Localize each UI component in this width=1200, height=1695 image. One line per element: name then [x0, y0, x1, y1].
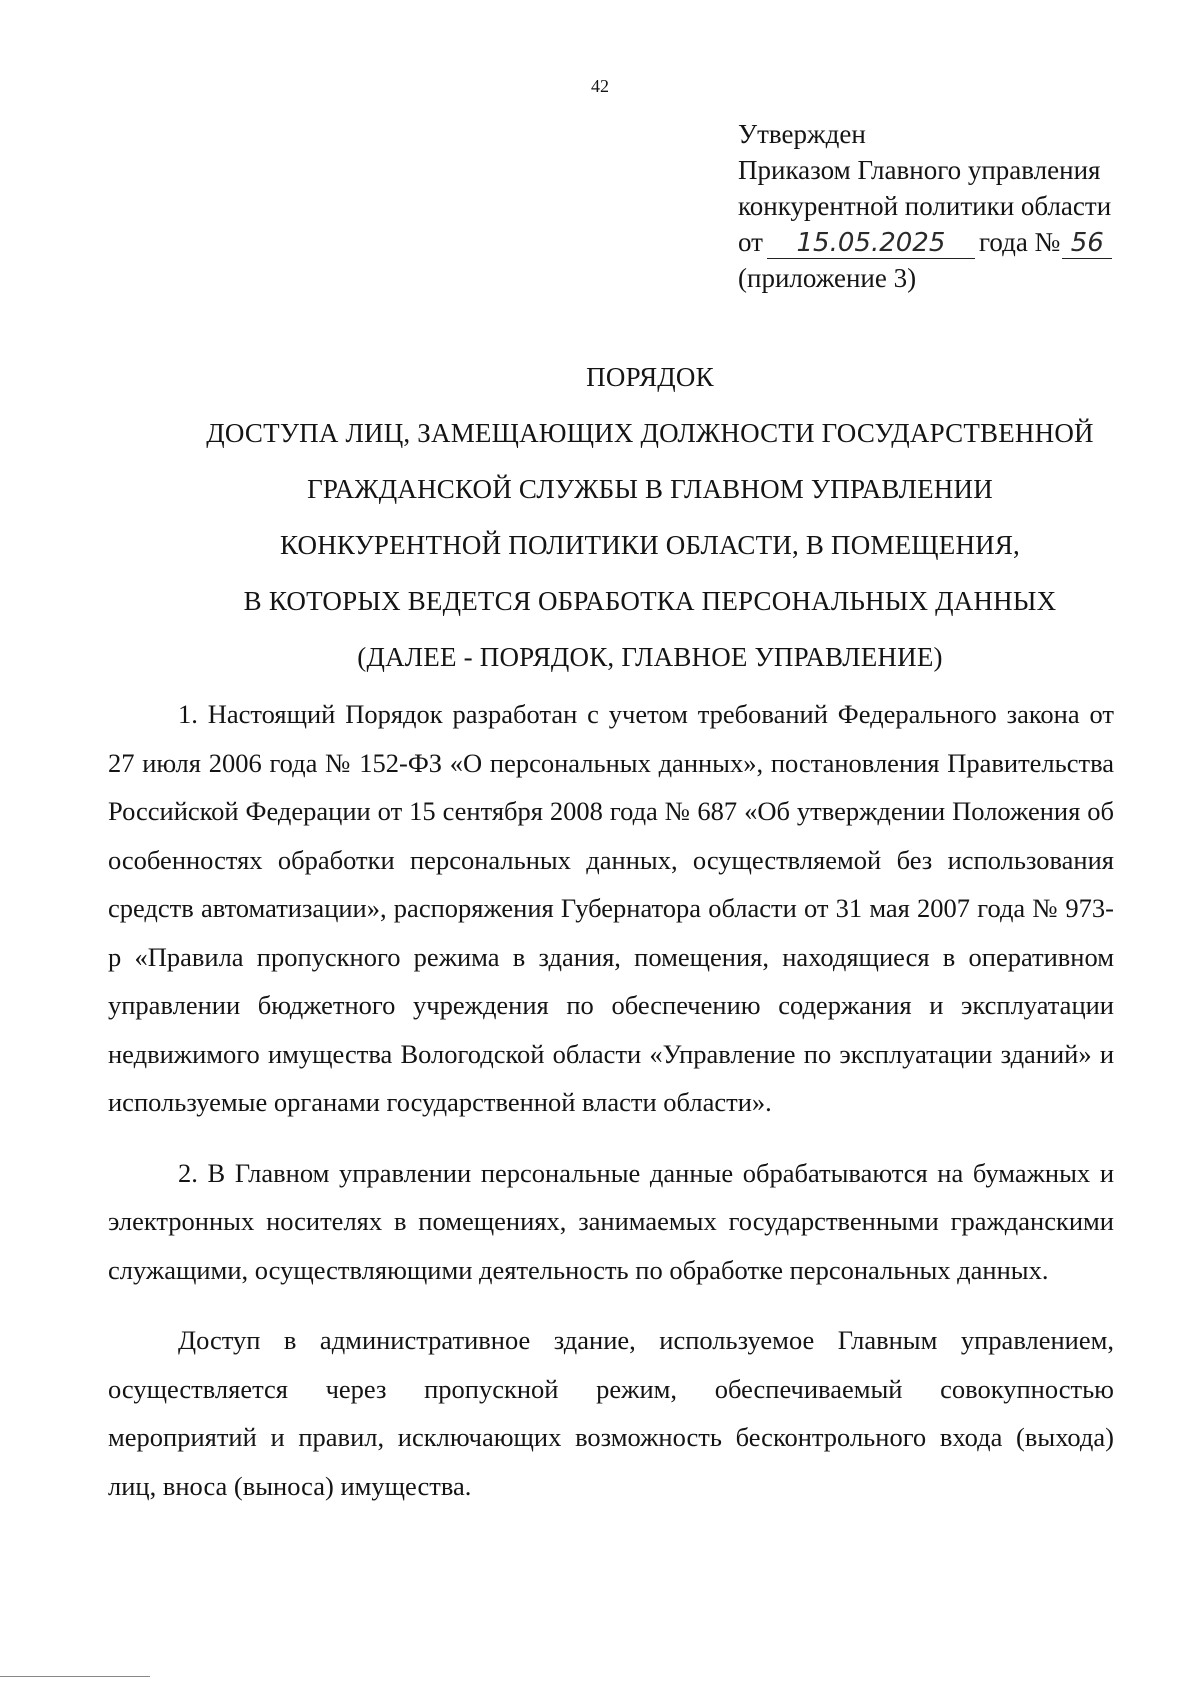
approval-prefix: от: [738, 227, 763, 257]
document-body: [108, 690, 1114, 1510]
title-line: В КОТОРЫХ ВЕДЕТСЯ ОБРАБОТКА ПЕРСОНАЛЬНЫХ ДАННЫХ: [243, 586, 1057, 616]
title-line: (ДАЛЕЕ - ПОРЯДОК, ГЛАВНОЕ УПРАВЛЕНИЕ): [357, 642, 943, 672]
page-number: 42: [591, 76, 609, 96]
title-line: КОНКУРЕНТНОЙ ПОЛИТИКИ ОБЛАСТИ, В ПОМЕЩЕНИЯ,: [279, 530, 1020, 560]
handwritten-order-number: 56: [1062, 228, 1112, 259]
paragraph-1: 1. Настоящий Порядок разработан с учетом требований Федерального закона от 27 июля 2006 года № 152-ФЗ «О персональных данных», постановления Правительства Российской Федерации от 15 сентября 2008 года № 687 «Об утверждении Положения об особенностях обработки персональных данных, осуществляемой без использования средств автоматизации», распоряжения Губернатора области от 31 мая 2007 года № 973-р «Правила пропускного режима в здания, помещения, находящиеся в оперативном управлении бюджетного учреждения по обеспечению содержания и эксплуатации недвижимого имущества Вологодской области «Управление по эксплуатации зданий» и используемые органами государственной власти области».: [108, 699, 1114, 1117]
document-title: [150, 349, 1150, 685]
paragraph-3: Доступ в административное здание, используемое Главным управлением, осуществляется через пропускной режим, обеспечиваемый совокупностью мероприятий и правил, исключающих возможность бесконтрольного входа (выхода) лиц, вноса (выноса) имущества.: [108, 1325, 1114, 1501]
title-line: ПОРЯДОК: [586, 362, 714, 392]
footer-rule: [0, 1676, 150, 1677]
approval-stamp: [738, 116, 1178, 296]
approval-date-line: [738, 224, 1178, 260]
title-line: ДОСТУПА ЛИЦ, ЗАМЕЩАЮЩИХ ДОЛЖНОСТИ ГОСУДАРСТВЕННОЙ: [206, 418, 1094, 448]
approval-line: Приказом Главного управления: [738, 155, 1101, 185]
approval-line: конкурентной политики области: [738, 191, 1112, 221]
handwritten-date: 15.05.2025: [767, 228, 975, 259]
approval-appendix: (приложение 3): [738, 263, 917, 293]
approval-year-label: года №: [978, 227, 1061, 257]
approval-line: Утвержден: [738, 119, 866, 149]
paragraph-2: 2. В Главном управлении персональные данные обрабатываются на бумажных и электронных носителях в помещениях, занимаемых государственными гражданскими служащими, осуществляющими деятельность по обработке персональных данных.: [108, 1157, 1114, 1285]
title-line: ГРАЖДАНСКОЙ СЛУЖБЫ В ГЛАВНОМ УПРАВЛЕНИИ: [307, 474, 993, 504]
